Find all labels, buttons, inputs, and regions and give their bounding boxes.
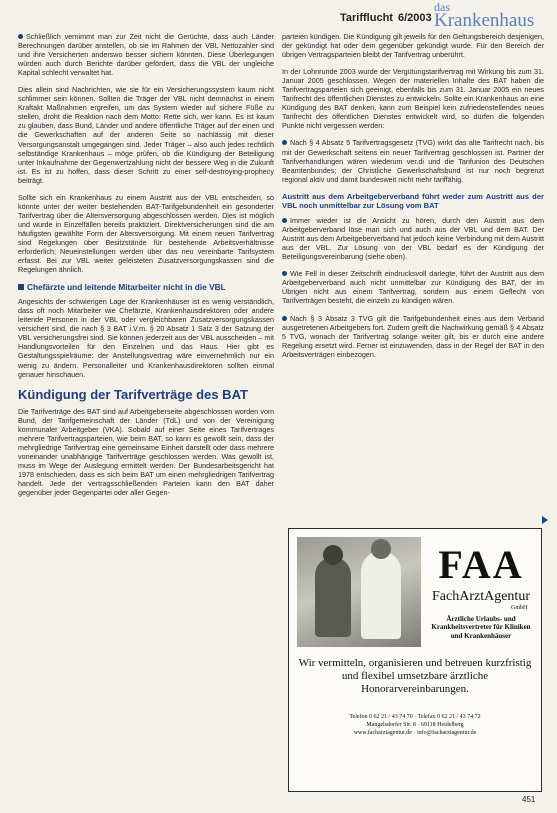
paragraph: Immer wieder ist die Ansicht zu hören, durch den Austritt aus dem Arbeitgeberverband löse man sich und auch aus der VBL und dem BAT. Der Austritt aus dem Arbeitgeberverband hat jedoch keine Verbindung mit dem Austritt aus der VBL. Zur Lösung von der VBL bedarf es der Kündigung der Beteiligungsvereinbarung (siehe oben). (282, 216, 544, 262)
ad-description: Ärztliche Urlaubs- und Krankheitsvertreter für Kliniken und Krankenhäuser (431, 615, 531, 640)
bullet-icon (282, 271, 287, 276)
person-figure (315, 557, 351, 637)
right-column (282, 32, 544, 367)
subheading: Chefärzte und leitende Mitarbeiter nicht in die VBL (18, 282, 274, 292)
ad-company-form: GmbH (511, 605, 528, 611)
paragraph: Sollte sich ein Krankenhaus zu einem Austritt aus der VBL entscheiden, so könnte unter der weiter bestehenden BAT-Tarifgebundenheit ein gesonderter Tarifvertrag über die Altersversorgung abgeschlossen werden. Dies ist möglich und wurde in Einzelfällen bereits praktiziert. Direktversicherungen sind die am häufigsten gewählte Form der Altersversorgung. Mit einem neuen Tarifvertrag sind Regelungen über Besitzstände für bestehende Arbeitsverhältnisse erforderlich; Neueinstellungen werden über das neu vereinbarte Tarifsystem erfasst. Bei zur VBL weiter geleisteten Zusatzversorgungskassen sind die Regelungen ähnlich. (18, 192, 274, 275)
person-head (323, 545, 343, 565)
paragraph: In der Lohnrunde 2003 wurde der Vergütungstarifvertrag mit Wirkung bis zum 31. Januar 2005 geschlossen. Wegen der materiellen Inhalte des BAT haben die Tarifvertragsparteien sich geeinigt, ebenfalls bis zum 31. Januar 2005 ein neues Tarifrecht des öffentlichen Dienstes zu entwickeln. Sollte ein Krankenhaus an eine Kündigung des BAT denken, kann zum Beispiel kein zufriedenstellendes neues Tarifrecht des öffentlichen Dienstes entwickelt wird, so dürfen die folgenden Punkte nicht vergessen werden: (282, 67, 544, 131)
page-header (0, 0, 557, 30)
page-number: 451 (522, 795, 536, 804)
paragraph: Schließlich vernimmt man zur Zeit nicht die Gerüchte, dass auch Länder Berechnungen darüber anstellen, ob sie im Rahmen der VBL Nettozahler sind und ihre Versicherten anderswo besser sichern könnten. Diese Überlegungen würden auch durch Berichte darüber gefördert, dass die VBL der ungleiche Kapital schlecht verwaltet hat. (18, 32, 274, 78)
square-bullet-icon (18, 284, 24, 290)
advertisement (288, 528, 542, 792)
paragraph: Wie Fell in dieser Zeitschrift eindrucksvoll darlegte, führt der Austritt aus dem Arbeitgeberverband auch nicht unmittelbar zur Kündigung des BAT, der im Übrigen nicht aus einem Tarifvertrag, sondern aus einem Geflecht von Tarifverträgen besteht, die einzeln zu kündigen wären. (282, 269, 544, 306)
person-head (371, 539, 391, 559)
journal-logo-small: das (434, 0, 450, 14)
ad-logo-subtitle: FachArztAgentur (432, 589, 530, 604)
ad-photo (297, 537, 421, 647)
ad-address: Mangelsdorfer Str. 8 · 69118 Heidelberg (366, 722, 464, 728)
bullet-icon (18, 34, 23, 39)
paragraph: Nach § 4 Absatz 5 Tarifvertragsgesetz (TVG) wirkt das alte Tarifrecht nach, bis mit der Gewerkschaft seitens ein neuer Tarifvertrag geschlossen ist. Partner der Tarifverhandlungen wären wiederum ver.di und die Tarifunion des Deutschen Beamtenbundes; der Christliche Gewerkschaftsbund ist nur noch begrenzt regional aktiv und damit bundesweit nicht mehr tariffähig. (282, 138, 544, 184)
issue-number: 6/2003 (398, 12, 432, 24)
ad-phone: Telefon 0 62 21 / 43 74 70 · Telefax 0 62 21 / 43 74 72 (349, 714, 481, 720)
continue-arrow-icon (542, 516, 548, 524)
bullet-icon (282, 140, 287, 145)
paragraph: Dies allein sind Nachrichten, wie sie für ein Versicherungssystem kaum nicht schlimmer sein können. Sollten die Träger der VBL nicht demnächst in einem Kraftakt Maßnahmen ergreifen, um das System wieder auf sichere Füße zu stellen, droht die Reaktion nach dem Motto: Rette sich, wer kann. Es ist kaum zu glauben, dass Bund, Länder und andere öffentliche Träger auf der einen und die Gewerkschaften auf der anderen Seite so nachlässig mit dieser Versorgungsanstalt umgegangen sind. Jeder Träger – also auch jedes rechtlich selbständige Krankenhaus – möge prüfen, ob die Kündigung der Beteiligung unter Inkaufnahme der Gegenwertzahlung nicht der bessere Weg in die Zukunft ist. Es ist zu hoffen, dass dieser Schritt zu einer self-destroying-prophecy beiträgt. (18, 85, 274, 185)
paragraph: Angesichts der schwierigen Lage der Krankenhäuser ist es wenig verständlich, dass oft noch Mitarbeiter wie Chefärzte, Krankenhausdirektoren oder andere leitende Personen in der VBL oder vergleichbaren Zusatzversorgungskassen versichert sind, die nach § 3 BAT i.V.m. § 20 Absatz 1 Satz 3 der Satzung der VBL versicherungsfrei sind. Sie können jederzeit aus der VBL ausscheiden – mit Handlungsvorteilen für den Einzelnen und das Haus. Hier gibt es Gestaltungsspielräume: der Anstellungsvertrag wäre einvernehmlich nur ein wenig zu ändern. Personalleiter und Krankenhausdirektoren sollten einmal genauer hinschauen. (18, 297, 274, 379)
section-heading: Kündigung der Tarifverträge des BAT (18, 386, 248, 402)
bullet-icon (282, 218, 287, 223)
ad-logo: FAA (438, 542, 524, 587)
paragraph: Die Tarifverträge des BAT sind auf Arbeitgeberseite abgeschlossen worden vom Bund, der Tarifgemeinschaft der Länder (TdL) und von der Vereinigung kommunaler Arbeitgeber (VKA). Sobald auf einer Seite eines Tarifvertrages mehrere Tarifvertragsparteien, wie beim BAT, so kann es gewollt sein, dass der mehrgliedrige Tarifvertrag eine gemeinsame Einheit darstellt oder dass mehrere voneinander unabhängige Tarifverträge geschlossen werden. Was gewollt ist, muss im Wege der Auslegung ermittelt werden. Der Bundesarbeitsgericht hat 1978 entschieden, dass es sich beim BAT um einen mehrgliedrigen Tarifvertrag handelt. Jede der vertragsschließenden Parteien kann den BAT daher gegenüber jeder Gegenpartei oder aller Gegen- (18, 406, 274, 498)
journal-logo-main: Krankenhaus (434, 10, 535, 31)
bullet-icon (282, 316, 287, 321)
paragraph: Nach § 3 Absatz 3 TVG gilt die Tarifgebundenheit eines aus dem Verband ausgetretenen Arbeitgebers fort. Zudem greift die Nachwirkung gemäß § 4 Absatz 5 TVG, wonach der Tarifvertrag solange weiter gilt, bis er durch eine andere Regelung ersetzt wird. Ferner ist einzuwenden, dass in der Regel der BAT in den Arbeitsverträgen einbezogen. (282, 313, 544, 359)
paragraph: parteien kündigen. Die Kündigung gilt jeweils für den Geltungsbereich desjenigen, der gekündigt hat oder dem gegenüber gekündigt wurde. Für den Bereich der übrigen Vertragsparteien bleibt der Tarifvertrag unberührt. (282, 32, 544, 60)
ad-slogan: Wir vermitteln, organisieren und betreuen kurzfristig und flexibel umsetzbare ärztliche Honorarvereinbarungen. (298, 657, 532, 695)
ad-contact (297, 713, 533, 737)
running-section-title: Tarifflucht (340, 12, 393, 24)
ad-web: www.facharztagentur.de · info@facharztagentur.de (353, 730, 477, 736)
person-figure (361, 551, 401, 639)
left-column (18, 32, 274, 505)
section-heading: Austritt aus dem Arbeitgeberverband führt weder zum Austritt aus der VBL noch unmittelbar zur Lösung vom BAT (282, 191, 544, 210)
journal-logo (434, 2, 534, 29)
